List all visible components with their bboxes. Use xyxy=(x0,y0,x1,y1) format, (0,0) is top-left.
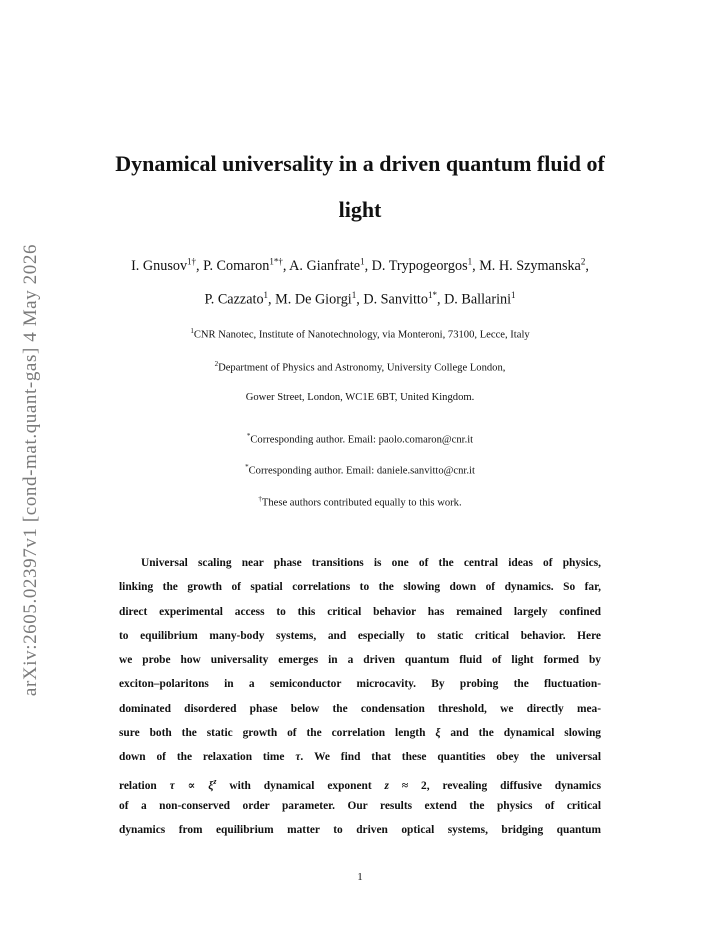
author-affiliation-mark: 1† xyxy=(187,256,197,266)
affiliation-text: These authors contributed equally to this work. xyxy=(261,497,462,509)
author-separator: , xyxy=(436,291,445,308)
affiliation-text: CNR Nanotec, Institute of Nanotechnology, via Monteroni, 73100, Lecce, Italy xyxy=(193,329,530,341)
abstract-line: relation $\tau \propto \xi^z$ with dynamical exponent z ≈ 2, revealing diffusive dynamics xyxy=(119,776,601,792)
affiliation-text: Corresponding author. Email: daniele.sanvitto@cnr.it xyxy=(248,465,475,477)
author-separator: , xyxy=(585,257,589,274)
author-affiliation-mark: 1 xyxy=(511,289,516,300)
affiliation-line xyxy=(90,495,630,509)
author-name: D. Trypogeorgos xyxy=(371,257,468,274)
abstract-line: exciton–polaritons in a semiconductor microcavity. By probing the fluctuation- xyxy=(119,678,601,691)
arxiv-identifier: arXiv:2605.02397v1 [cond-mat.quant-gas] 4 May 2026 xyxy=(20,243,42,697)
affiliation-text: Corresponding author. Email: paolo.comaron@cnr.it xyxy=(250,434,474,446)
page-number: 1 xyxy=(357,871,363,883)
author-separator: , xyxy=(356,291,364,308)
title-line-2: light xyxy=(338,197,382,222)
paper-title xyxy=(82,150,638,224)
abstract-line: we probe how universality emerges in a driven quantum fluid of light formed by xyxy=(119,654,601,667)
author-separator: , xyxy=(268,291,276,308)
affiliation-text: Gower Street, London, WC1E 6BT, United Kingdom. xyxy=(245,392,475,403)
abstract-line: direct experimental access to this critical behavior has remained largely confined xyxy=(119,605,601,618)
affiliation-text: Department of Physics and Astronomy, University College London, xyxy=(218,362,506,374)
author-line-1 xyxy=(131,258,589,274)
author-line-2 xyxy=(80,286,640,309)
author-affiliation-mark: 1 xyxy=(351,289,357,300)
affiliation-mark: * xyxy=(246,432,251,440)
abstract xyxy=(119,551,601,843)
author-name: M. De Giorgi xyxy=(275,291,352,308)
author-affiliation-mark: 1* xyxy=(427,289,437,300)
affiliation-mark: 2 xyxy=(214,360,219,368)
title-line-1: Dynamical universality in a driven quantum fluid of xyxy=(115,151,605,176)
author-name: I. Gnusov xyxy=(131,257,188,274)
affiliation-line xyxy=(90,360,630,374)
author-separator: , xyxy=(196,257,204,274)
abstract-line: Universal scaling near phase transitions is one of the central ideas of physics, xyxy=(141,557,601,569)
abstract-line: linking the growth of spatial correlations to the slowing down of dynamics. So far, xyxy=(119,581,601,594)
abstract-line: sure both the static growth of the correlation length ξ and the dynamical slowing xyxy=(119,727,601,740)
author-list xyxy=(80,252,640,308)
author-separator: , xyxy=(472,257,480,274)
affiliation-mark: 1 xyxy=(190,327,194,335)
author-name: D. Sanvitto xyxy=(363,291,428,308)
author-name: D. Ballarini xyxy=(444,291,512,308)
author-name: P. Comaron xyxy=(203,257,270,274)
author-separator: , xyxy=(364,257,372,274)
abstract-line: of a non-conserved order parameter. Our results extend the physics of critical xyxy=(119,799,601,812)
author-affiliation-mark: 1*† xyxy=(269,256,283,266)
author-separator: , xyxy=(282,257,290,274)
affiliation-line xyxy=(90,463,630,477)
affiliation-line xyxy=(90,327,630,341)
author-name: A. Gianfrate xyxy=(289,257,361,274)
abstract-line: dynamics from equilibrium matter to driven optical systems, bridging quantum xyxy=(119,824,601,837)
author-name: M. H. Szymanska xyxy=(479,257,581,274)
affiliation-line xyxy=(90,392,630,403)
abstract-line: dominated disordered phase below the condensation threshold, we directly mea- xyxy=(119,702,601,715)
author-affiliation-mark: 1 xyxy=(467,256,473,266)
affiliation-mark: † xyxy=(258,495,262,503)
author-affiliation-mark: 2 xyxy=(580,256,586,266)
arxiv-sidebar xyxy=(14,200,48,740)
author-affiliation-mark: 1 xyxy=(360,256,365,266)
author-affiliation-mark: 1 xyxy=(263,289,269,300)
affiliation-mark: * xyxy=(245,463,249,471)
abstract-line: down of the relaxation time τ. We find that these quantities obey the universal xyxy=(119,751,601,764)
author-name: P. Cazzato xyxy=(204,291,264,308)
abstract-line: to equilibrium many-body systems, and especially to static critical behavior. Here xyxy=(119,629,601,642)
affiliation-line xyxy=(90,432,630,446)
